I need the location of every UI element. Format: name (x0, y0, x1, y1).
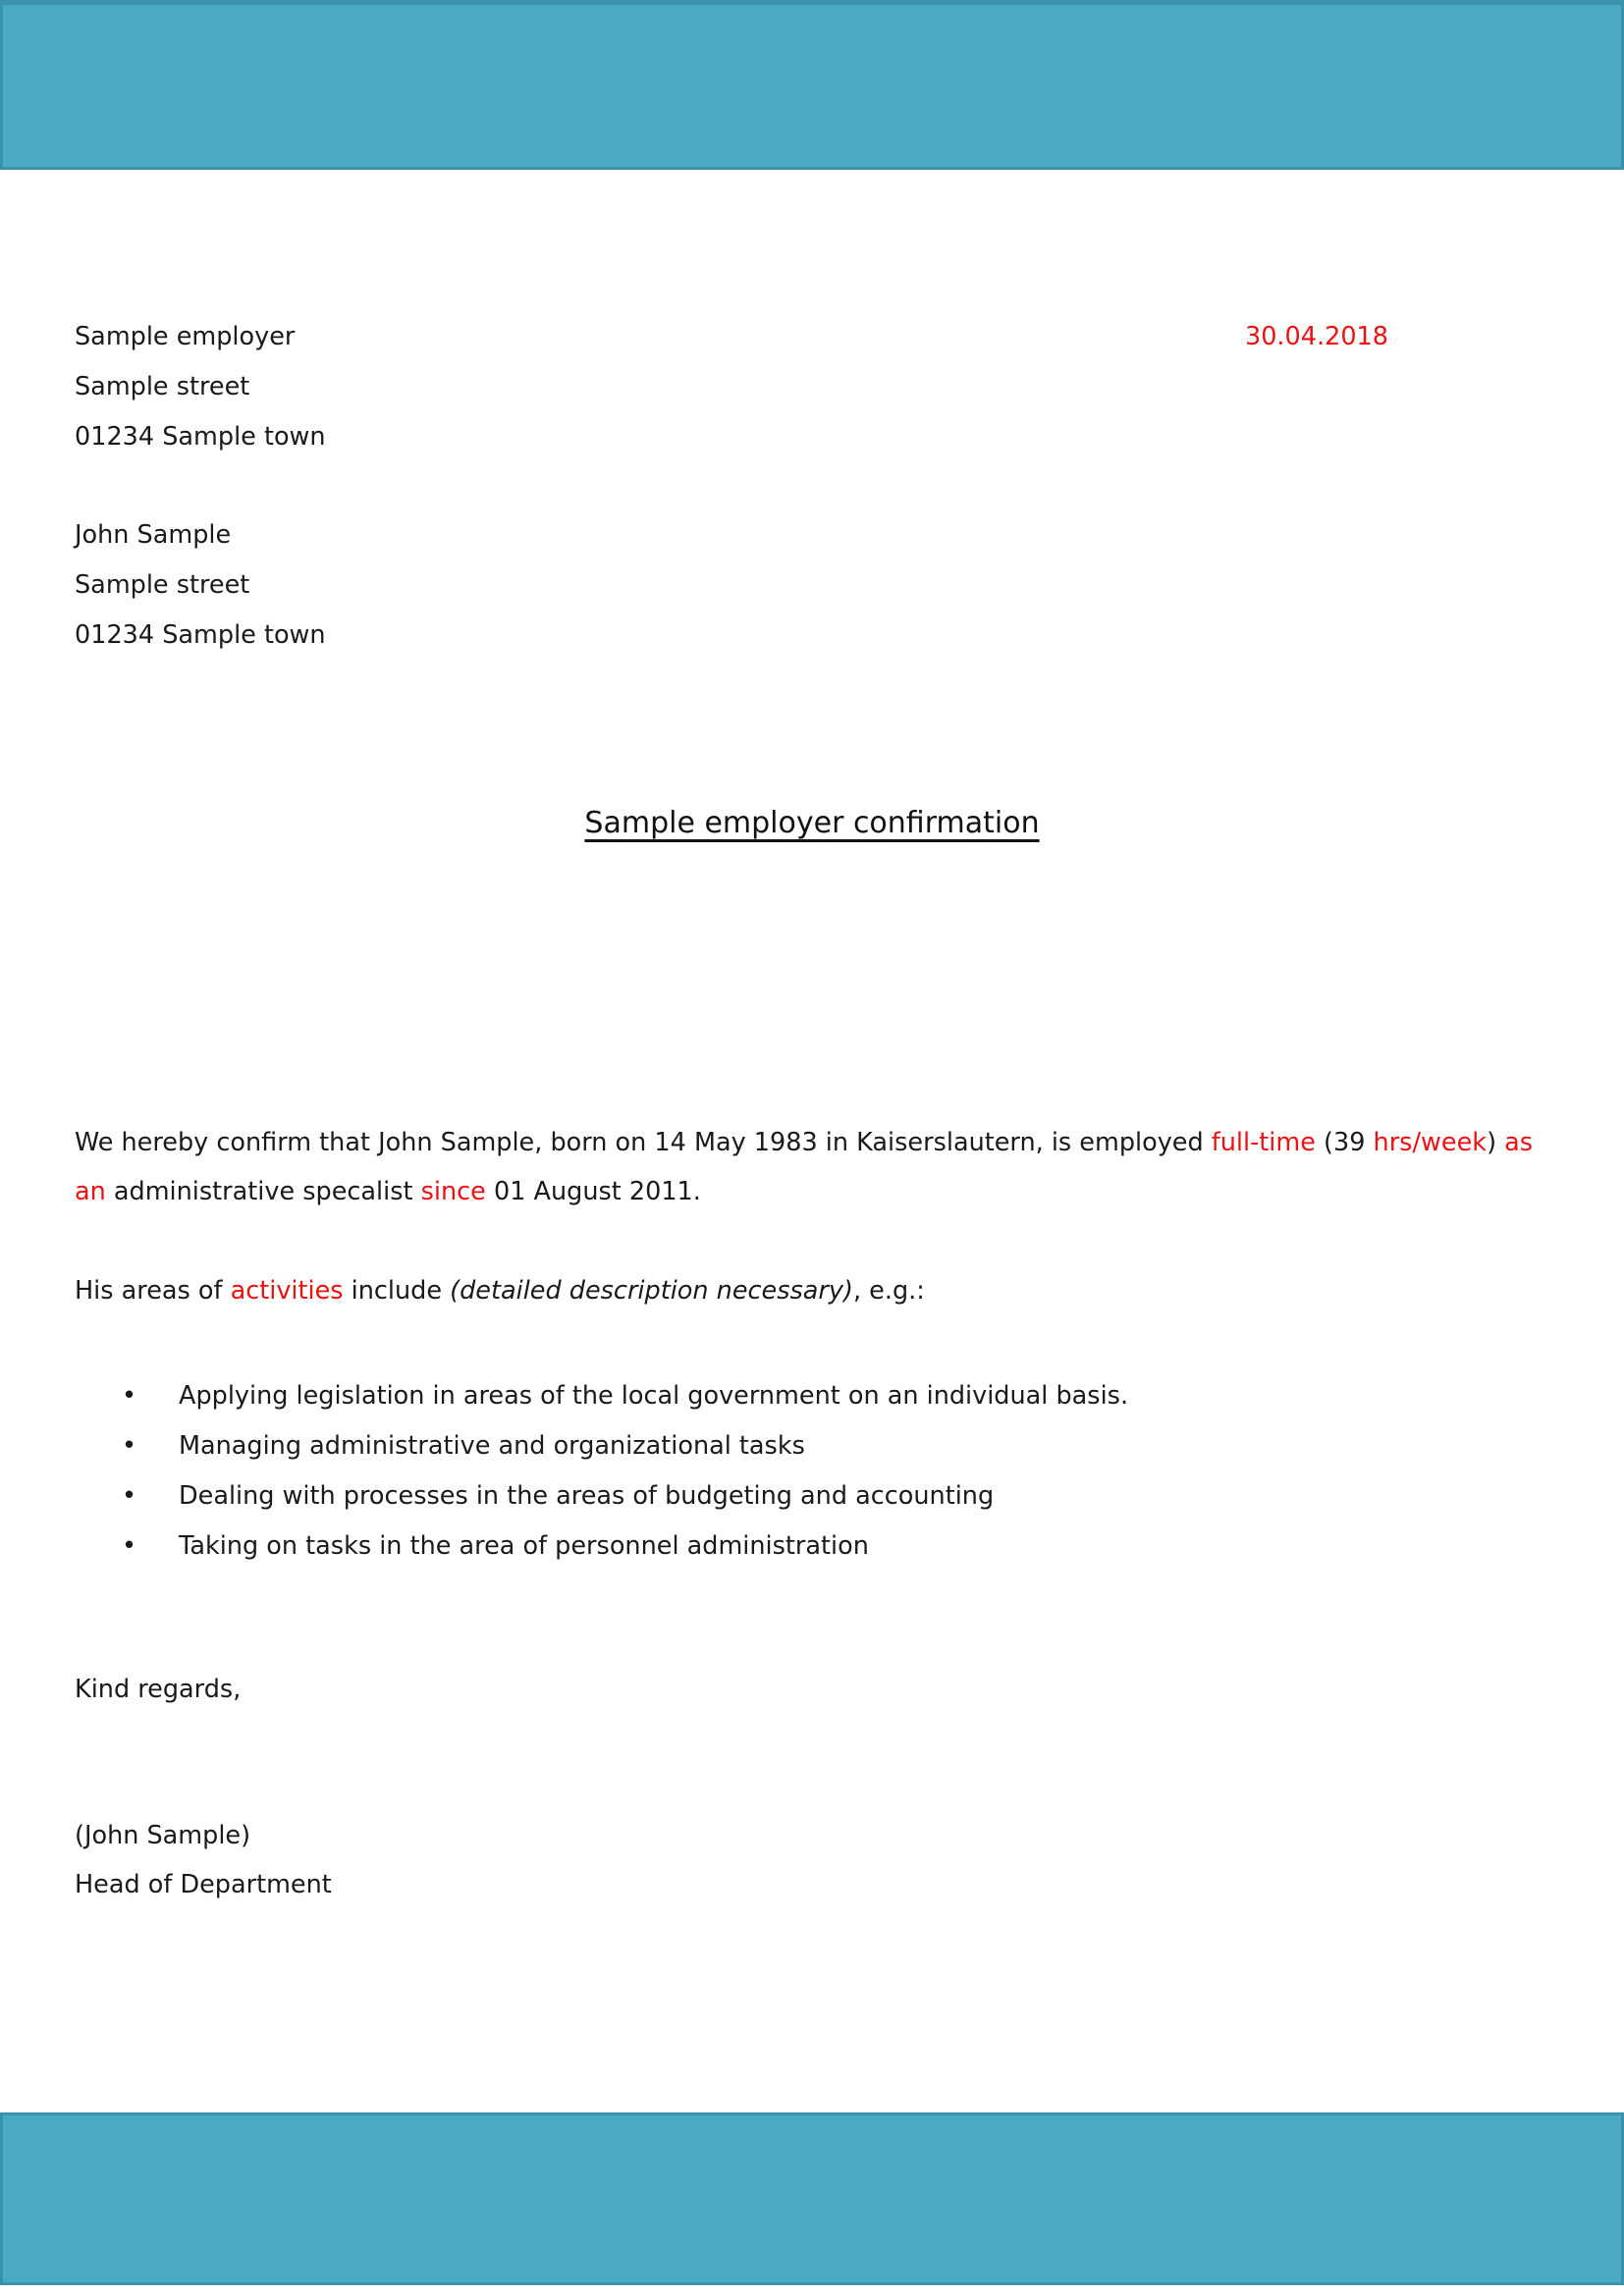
p2-segment-3: include (343, 1276, 451, 1306)
p1-segment-9: 01 August 2011. (485, 1177, 701, 1206)
letter-body (0, 170, 1624, 2112)
bullet-text-3: Dealing with processes in the areas of budgeting and accounting (179, 1481, 995, 1511)
list-item (75, 1371, 1557, 1420)
list-item (75, 1522, 1557, 1571)
bullet-text-4: Taking on tasks in the area of personnel administration (179, 1531, 869, 1561)
paragraph-employment-confirmation (75, 1118, 1557, 1216)
recipient-address-block (75, 510, 326, 661)
p2-highlight-activities: activities (230, 1276, 344, 1306)
p1-segment-7: administrative specalist (105, 1177, 421, 1206)
p2-segment-1: His areas of (75, 1276, 231, 1306)
p1-segment-5: ) (1487, 1128, 1505, 1157)
list-item (75, 1421, 1557, 1470)
letter-date: 30.04.2018 (1244, 322, 1388, 351)
bullet-text-2: Managing administrative and organizational tasks (179, 1431, 805, 1461)
signature-name: (John Sample) (75, 1821, 251, 1850)
signature-role: Head of Department (75, 1870, 332, 1899)
header-decorative-band (0, 0, 1624, 170)
recipient-line-3: 01234 Sample town (75, 620, 326, 650)
activity-bullet-list (75, 1371, 1557, 1572)
bullet-dot-icon: • (122, 1481, 137, 1511)
paragraph-areas-of-activity (75, 1266, 1557, 1315)
list-item (75, 1471, 1557, 1521)
p1-segment-1: We hereby confirm that John Sample, born on 14 May 1983 in Kaiserslautern, is employed (75, 1128, 1212, 1157)
p2-italic-instruction: (detailed description necessary) (450, 1276, 853, 1306)
sender-address-block (75, 312, 326, 462)
sender-and-date-row (75, 312, 1547, 462)
bullet-text-1: Applying legislation in areas of the local government on an individual basis. (179, 1381, 1129, 1411)
footer-decorative-band (0, 2112, 1624, 2285)
signature-block (75, 1811, 332, 1909)
recipient-line-1: John Sample (75, 520, 232, 550)
p1-highlight-hours-per-week: hrs/week (1373, 1128, 1488, 1157)
recipient-line-2: Sample street (75, 570, 250, 600)
sender-line-3: 01234 Sample town (75, 422, 326, 452)
bullet-dot-icon: • (122, 1431, 137, 1461)
p1-segment-3: (39 (1315, 1128, 1374, 1157)
document-title-text: Sample employer confirmation (584, 806, 1040, 840)
closing-salutation: Kind regards, (75, 1675, 242, 1704)
sender-line-1: Sample employer (75, 322, 296, 351)
p2-segment-5: , e.g.: (852, 1276, 925, 1306)
p1-highlight-full-time: full-time (1211, 1128, 1316, 1157)
bullet-dot-icon: • (122, 1381, 137, 1411)
p1-highlight-as-an: as an (75, 1128, 1534, 1206)
bullet-dot-icon: • (122, 1531, 137, 1561)
sender-line-2: Sample street (75, 372, 250, 401)
p1-highlight-since: since (420, 1177, 486, 1206)
document-title (0, 806, 1624, 840)
